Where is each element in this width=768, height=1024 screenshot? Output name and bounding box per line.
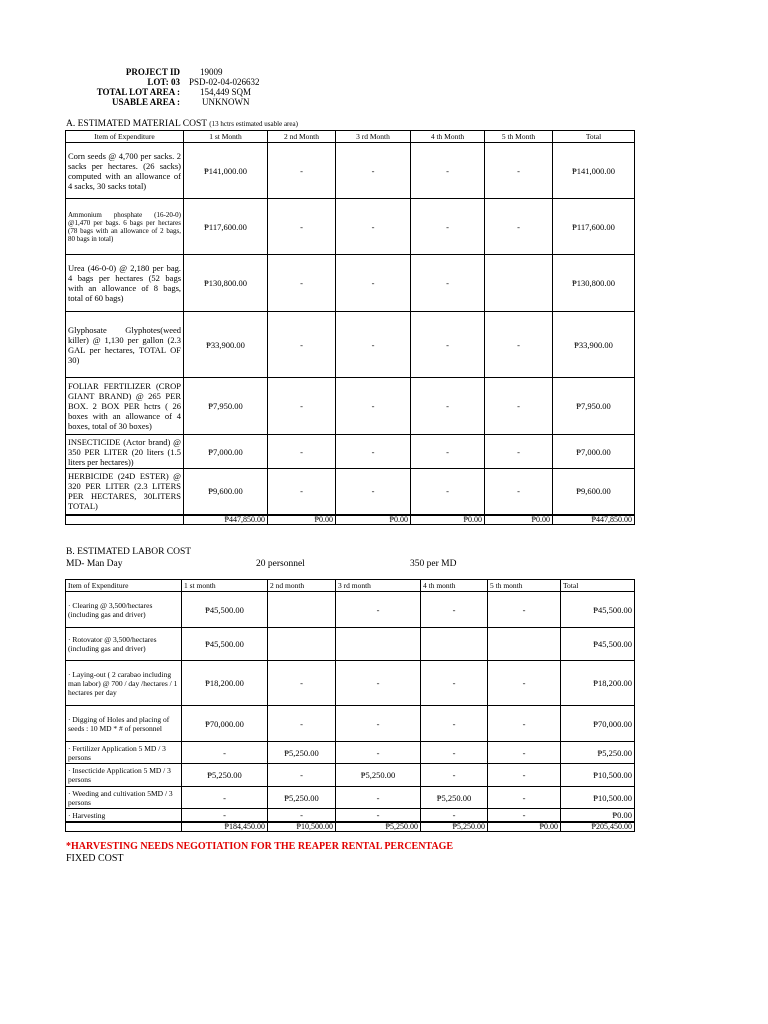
table-row <box>66 742 635 764</box>
item-cell: · Laying-out ( 2 carabao including man labor) @ 700 / day /hectares / 1 hectares per day <box>66 661 182 706</box>
col-header-month-2: 2 nd Month <box>268 131 336 143</box>
total-cell: ₱7,950.00 <box>553 378 635 435</box>
month-1-cell: ₱18,200.00 <box>182 661 268 706</box>
item-cell: Glyphosate Glyphotes(weed killer) @ 1,130 per gallon (2.3 GAL per hectares, TOTAL OF 30) <box>66 312 184 378</box>
month-4-cell: - <box>411 435 485 469</box>
total-area-value: 154,449 SQM <box>200 87 252 97</box>
total-month-1: ₱184,450.00 <box>182 822 268 832</box>
month-3-cell: - <box>336 143 411 199</box>
total-month-4: ₱5,250.00 <box>421 822 488 832</box>
total-month-1: ₱447,850.00 <box>184 515 268 525</box>
month-3-cell <box>336 628 421 661</box>
totals-label-cell <box>66 822 182 832</box>
month-2-cell: - <box>268 199 336 255</box>
item-cell: · Harvesting <box>66 809 182 823</box>
month-3-cell: - <box>336 378 411 435</box>
month-1-cell: ₱45,500.00 <box>182 592 268 628</box>
total-month-3: ₱0.00 <box>336 515 411 525</box>
table-row <box>66 469 635 515</box>
col-header-month-1: 1 st Month <box>184 131 268 143</box>
month-2-cell: ₱5,250.00 <box>268 787 336 809</box>
lot-value: PSD-02-04-026632 <box>189 77 260 87</box>
total-cell: ₱117,600.00 <box>553 199 635 255</box>
material-cost-table <box>65 130 635 525</box>
month-3-cell: - <box>336 592 421 628</box>
table-row <box>66 199 635 255</box>
table-row <box>66 435 635 469</box>
total-cell: ₱10,500.00 <box>561 787 635 809</box>
month-2-cell: ₱5,250.00 <box>268 742 336 764</box>
total-cell: ₱45,500.00 <box>561 628 635 661</box>
totals-row <box>66 822 635 832</box>
col-header-item: Item of Expenditure <box>66 580 182 592</box>
table-row <box>66 628 635 661</box>
fixed-cost-label: FIXED COST <box>66 853 124 864</box>
month-2-cell <box>268 592 336 628</box>
month-5-cell: - <box>485 143 553 199</box>
month-4-cell: - <box>421 809 488 823</box>
month-5-cell: - <box>485 312 553 378</box>
month-1-cell: ₱7,950.00 <box>184 378 268 435</box>
man-day-rate: 350 per MD <box>410 559 457 569</box>
month-3-cell: - <box>336 255 411 312</box>
item-cell: Urea (46-0-0) @ 2,180 per bag. 4 bags per hectares (52 bags with an allowance of 8 bags, total of 60 bags) <box>66 255 184 312</box>
col-header-month-2: 2 nd month <box>268 580 336 592</box>
month-4-cell: - <box>421 764 488 787</box>
month-1-cell: ₱33,900.00 <box>184 312 268 378</box>
month-4-cell: - <box>421 742 488 764</box>
month-5-cell <box>488 628 561 661</box>
material-title: A. ESTIMATED MATERIAL COST <box>66 119 207 129</box>
item-cell: · Rotovator @ 3,500/hectares (including gas and driver) <box>66 628 182 661</box>
total-month-5: ₱0.00 <box>485 515 553 525</box>
month-4-cell: - <box>411 199 485 255</box>
month-2-cell: - <box>268 809 336 823</box>
month-4-cell: - <box>411 378 485 435</box>
project-id-value: 19009 <box>200 67 223 77</box>
col-header-total: Total <box>561 580 635 592</box>
total-area-label: TOTAL LOT AREA : <box>96 87 180 97</box>
table-row <box>66 592 635 628</box>
month-5-cell: - <box>488 764 561 787</box>
month-3-cell: - <box>336 809 421 823</box>
total-cell: ₱130,800.00 <box>553 255 635 312</box>
usable-area-value: UNKNOWN <box>202 97 250 107</box>
month-2-cell: - <box>268 469 336 515</box>
month-2-cell: - <box>268 435 336 469</box>
month-3-cell: - <box>336 706 421 742</box>
total-cell: ₱9,600.00 <box>553 469 635 515</box>
total-cell: ₱70,000.00 <box>561 706 635 742</box>
month-5-cell: - <box>488 592 561 628</box>
total-cell: ₱5,250.00 <box>561 742 635 764</box>
grand-total: ₱205,450.00 <box>561 822 635 832</box>
col-header-month-3: 3 rd Month <box>336 131 411 143</box>
month-5-cell: - <box>488 742 561 764</box>
item-cell: · Digging of Holes and placing of seeds : 10 MD * # of personnel <box>66 706 182 742</box>
total-cell: ₱18,200.00 <box>561 661 635 706</box>
material-note: (13 hctrs estimated usable area) <box>209 120 298 128</box>
col-header-item: Item of Expenditure <box>66 131 184 143</box>
month-5-cell: - <box>488 809 561 823</box>
total-month-5: ₱0.00 <box>488 822 561 832</box>
item-cell: HERBICIDE (24D ESTER) @ 320 PER LITER (2.3 LITERS PER HECTARES, 30LITERS TOTAL) <box>66 469 184 515</box>
usable-area-label: USABLE AREA : <box>111 97 180 107</box>
month-4-cell: - <box>411 312 485 378</box>
month-2-cell: - <box>268 143 336 199</box>
total-cell: ₱45,500.00 <box>561 592 635 628</box>
harvesting-note: *HARVESTING NEEDS NEGOTIATION FOR THE REAPER RENTAL PERCENTAGE <box>66 841 454 852</box>
month-1-cell: ₱5,250.00 <box>182 764 268 787</box>
col-header-month-5: 5 th Month <box>485 131 553 143</box>
table-row <box>66 787 635 809</box>
month-1-cell: - <box>182 787 268 809</box>
month-2-cell: - <box>268 312 336 378</box>
month-1-cell: ₱117,600.00 <box>184 199 268 255</box>
month-1-cell: ₱9,600.00 <box>184 469 268 515</box>
month-3-cell: - <box>336 199 411 255</box>
table-row <box>66 706 635 742</box>
project-header <box>70 66 370 114</box>
total-cell: ₱0.00 <box>561 809 635 823</box>
total-month-4: ₱0.00 <box>411 515 485 525</box>
month-5-cell: - <box>488 661 561 706</box>
item-cell: Corn seeds @ 4,700 per sacks. 2 sacks per hectares. (26 sacks) computed with an allowance of 4 sacks, 30 sacks total) <box>66 143 184 199</box>
month-3-cell: - <box>336 435 411 469</box>
month-1-cell: ₱130,800.00 <box>184 255 268 312</box>
col-header-month-5: 5 th month <box>488 580 561 592</box>
labor-cost-table <box>65 579 635 832</box>
month-5-cell: - <box>488 787 561 809</box>
item-cell: · Weeding and cultivation 5MD / 3 persons <box>66 787 182 809</box>
month-3-cell: - <box>336 787 421 809</box>
col-header-month-1: 1 st month <box>182 580 268 592</box>
month-4-cell <box>421 628 488 661</box>
month-3-cell: - <box>336 312 411 378</box>
month-3-cell: - <box>336 742 421 764</box>
col-header-month-4: 4 th month <box>421 580 488 592</box>
table-row <box>66 255 635 312</box>
item-cell: · Fertilizer Application 5 MD / 3 persons <box>66 742 182 764</box>
col-header-month-4: 4 th Month <box>411 131 485 143</box>
month-1-cell: ₱70,000.00 <box>182 706 268 742</box>
item-cell: FOLIAR FERTILIZER (CROP GIANT BRAND) @ 265 PER BOX. 2 BOX PER hctrs ( 26 boxes with an allowance of 4 boxes, total of 30 boxes) <box>66 378 184 435</box>
month-3-cell: - <box>336 661 421 706</box>
total-cell: ₱141,000.00 <box>553 143 635 199</box>
month-1-cell: - <box>182 809 268 823</box>
personnel-count: 20 personnel <box>256 559 305 569</box>
month-5-cell: - <box>485 469 553 515</box>
item-cell: INSECTICIDE (Actor brand) @ 350 PER LITER (20 liters (1.5 liters per hectares)) <box>66 435 184 469</box>
month-5-cell <box>485 255 553 312</box>
month-1-cell: ₱45,500.00 <box>182 628 268 661</box>
month-4-cell: - <box>411 143 485 199</box>
totals-label-cell <box>66 515 184 525</box>
month-4-cell: ₱5,250.00 <box>421 787 488 809</box>
item-cell: Ammonium phosphate (16-20-0) @1,470 per bags. 6 bags per hectares (78 bags with an allowance of 2 bags, 80 bags in total) <box>66 199 184 255</box>
month-5-cell: - <box>485 435 553 469</box>
totals-row <box>66 515 635 525</box>
month-5-cell: - <box>488 706 561 742</box>
month-1-cell: - <box>182 742 268 764</box>
man-day-label: MD- Man Day <box>66 559 123 569</box>
total-month-2: ₱10,500.00 <box>268 822 336 832</box>
month-2-cell <box>268 628 336 661</box>
table-row <box>66 378 635 435</box>
total-month-3: ₱5,250.00 <box>336 822 421 832</box>
month-4-cell: - <box>411 255 485 312</box>
total-cell: ₱33,900.00 <box>553 312 635 378</box>
table-row <box>66 764 635 787</box>
item-cell: · Clearing @ 3,500/hectares (including gas and driver) <box>66 592 182 628</box>
material-section-title <box>66 119 298 129</box>
month-3-cell: - <box>336 469 411 515</box>
total-cell: ₱7,000.00 <box>553 435 635 469</box>
month-1-cell: ₱7,000.00 <box>184 435 268 469</box>
table-row <box>66 661 635 706</box>
month-2-cell: - <box>268 706 336 742</box>
month-4-cell: - <box>421 592 488 628</box>
labor-section-title: B. ESTIMATED LABOR COST <box>66 547 192 557</box>
month-1-cell: ₱141,000.00 <box>184 143 268 199</box>
month-3-cell: ₱5,250.00 <box>336 764 421 787</box>
month-5-cell: - <box>485 199 553 255</box>
total-cell: ₱10,500.00 <box>561 764 635 787</box>
table-row <box>66 312 635 378</box>
month-4-cell: - <box>421 706 488 742</box>
project-id-label: PROJECT ID <box>125 67 180 77</box>
month-2-cell: - <box>268 255 336 312</box>
month-5-cell: - <box>485 378 553 435</box>
table-row <box>66 809 635 823</box>
table-row <box>66 143 635 199</box>
col-header-month-3: 3 rd month <box>336 580 421 592</box>
month-2-cell: - <box>268 661 336 706</box>
lot-label: LOT: 03 <box>147 77 180 87</box>
month-2-cell: - <box>268 764 336 787</box>
grand-total: ₱447,850.00 <box>553 515 635 525</box>
item-cell: · Insecticide Application 5 MD / 3 persons <box>66 764 182 787</box>
month-4-cell: - <box>411 469 485 515</box>
col-header-total: Total <box>553 131 635 143</box>
month-2-cell: - <box>268 378 336 435</box>
total-month-2: ₱0.00 <box>268 515 336 525</box>
month-4-cell: - <box>421 661 488 706</box>
